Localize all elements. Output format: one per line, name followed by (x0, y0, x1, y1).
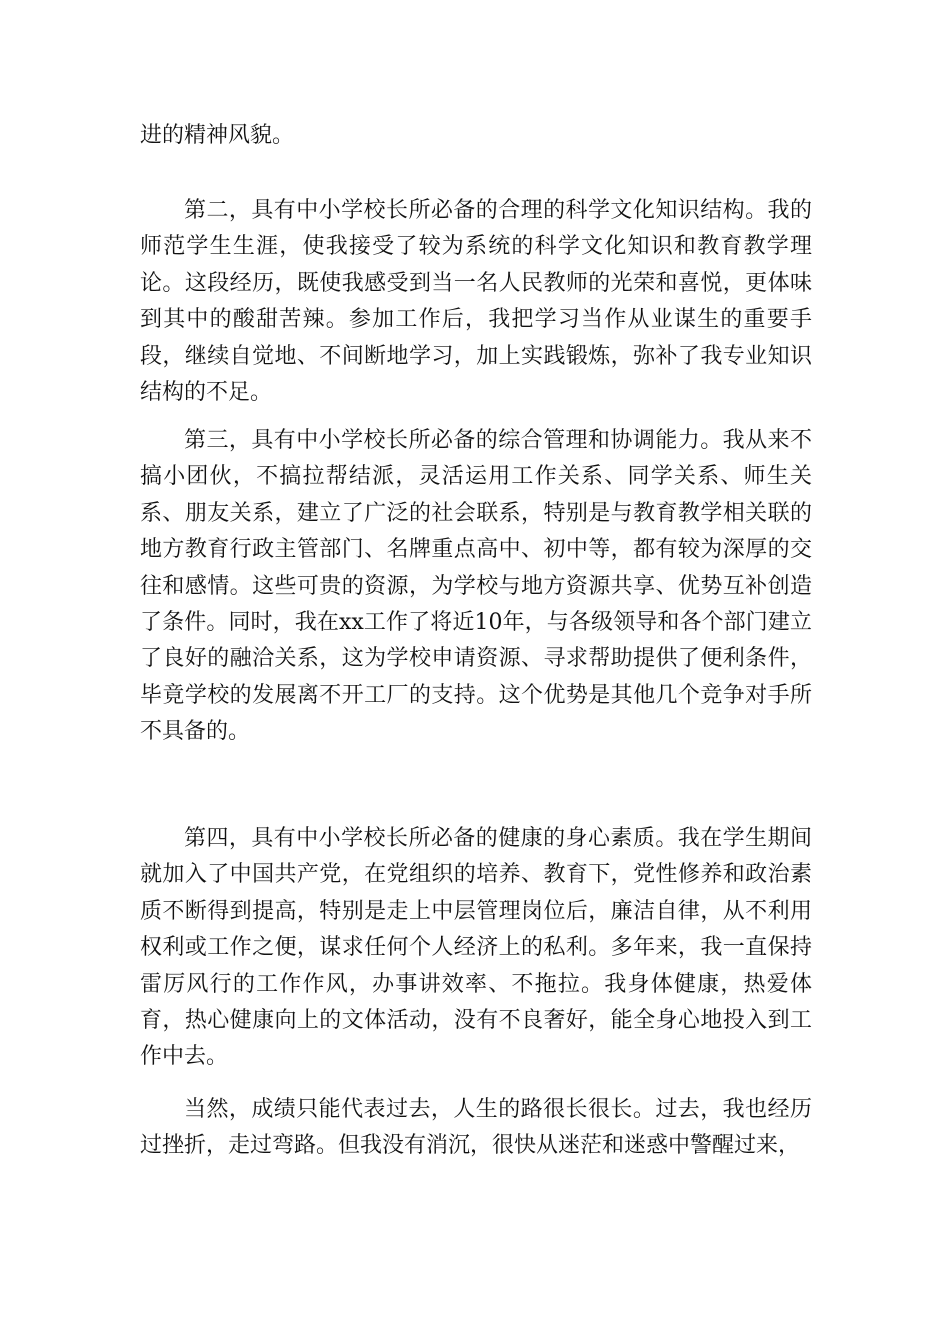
paragraph-reflection: 当然，成绩只能代表过去，人生的路很长很长。过去，我也经历过挫折，走过弯路。但我没有消沉，很快从迷茫和迷惑中警醒过来， (140, 1097, 812, 1159)
paragraph-continuation: 进的精神风貌。 (140, 123, 295, 148)
paragraph-health-quality: 第四，具有中小学校长所必备的健康的身心素质。我在学生期间就加入了中国共产党，在党组织的培养、教育下，党性修养和政治素质不断得到提高，特别是走上中层管理岗位后，廉洁自律，从不利用权利或工作之便，谋求任何个人经济上的私利。多年来，我一直保持雷厉风行的工作作风，办事讲效率、不拖拉。我身体健康，热爱体育，热心健康向上的文体活动，没有不良奢好，能全身心地投入到工作中去。 (140, 826, 812, 1070)
paragraph-management-ability: 第三，具有中小学校长所必备的综合管理和协调能力。我从来不搞小团伙，不搞拉帮结派，灵活运用工作关系、同学关系、师生关系、朋友关系，建立了广泛的社会联系，特别是与教育教学相关联的地方教育行政主管部门、名牌重点高中、初中等，都有较为深厚的交往和感情。这些可贵的资源，为学校与地方资源共享、优势互补创造了条件。同时，我在xx工作了将近10年，与各级领导和各个部门建立了良好的融洽关系，这为学校申请资源、寻求帮助提供了便利条件，毕竟学校的发展离不开工厂的支持。这个优势是其他几个竞争对手所不具备的。 (140, 428, 812, 745)
paragraph-knowledge-structure: 第二，具有中小学校长所必备的合理的科学文化知识结构。我的师范学生生涯，使我接受了较为系统的科学文化知识和教育教学理论。这段经历，既使我感受到当一名人民教师的光荣和喜悦，更体味到其中的酸甜苦辣。参加工作后，我把学习当作从业谋生的重要手段，继续自觉地、不间断地学习，加上实践锻炼，弥补了我专业知识结构的不足。 (140, 198, 812, 406)
